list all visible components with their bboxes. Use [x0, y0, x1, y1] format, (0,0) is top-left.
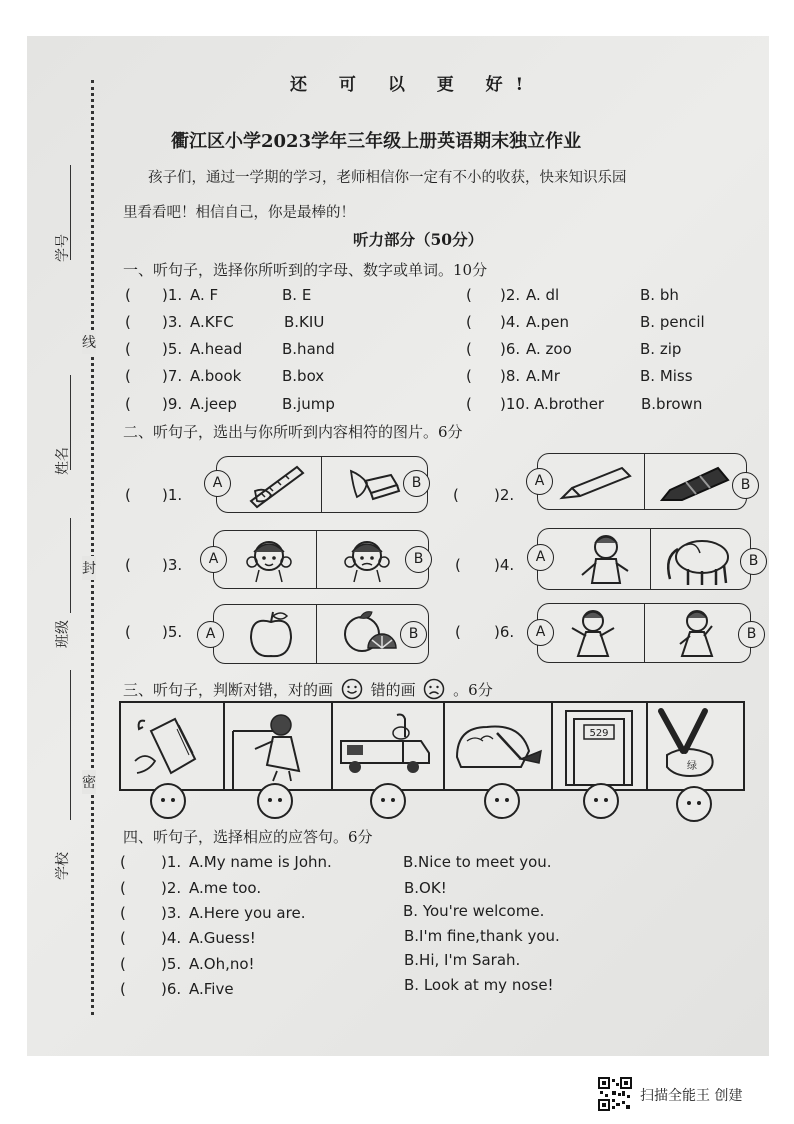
girl-icon	[568, 606, 618, 660]
blank-face-icon	[259, 785, 291, 817]
blank-face-icon	[678, 788, 710, 820]
section4-title: 四、听句子，选择相应的应答句。6分	[123, 828, 373, 846]
answer-paren[interactable]: (	[466, 340, 472, 358]
option-a-circle[interactable]: A	[527, 619, 554, 646]
answer-paren[interactable]: (	[120, 853, 126, 871]
section2-title: 二、听句子，选出与你所听到内容相符的图片。6分	[123, 423, 463, 441]
option-b: B.I'm fine,thank you.	[404, 927, 560, 945]
question-number: )2.	[494, 486, 515, 504]
door-icon	[556, 707, 642, 785]
intro-line-2: 里看看吧！相信自己，你是最棒的！	[123, 205, 355, 221]
option-b: B. Look at my nose!	[404, 976, 554, 994]
option-b-circle[interactable]: B	[405, 546, 432, 573]
option-b-circle[interactable]: B	[738, 621, 765, 648]
picture-pair-box	[537, 528, 751, 590]
picture-pair-box	[213, 604, 429, 664]
answer-paren[interactable]: (	[466, 395, 472, 413]
answer-paren[interactable]: (	[455, 623, 461, 641]
answer-paren[interactable]: (	[125, 286, 131, 304]
judge-picture-strip	[119, 701, 745, 791]
answer-paren[interactable]: (	[455, 556, 461, 574]
option-a: A.KFC	[190, 313, 234, 331]
option-a: A. F	[190, 286, 219, 304]
question-number: )9.	[162, 395, 183, 413]
apple-icon	[246, 608, 296, 660]
girl-face-icon	[244, 534, 294, 584]
section3-title-mid: 错的画	[370, 681, 416, 699]
answer-paren[interactable]: (	[125, 623, 131, 641]
student-no-label: 学号	[55, 234, 71, 262]
option-a-circle[interactable]: A	[200, 546, 227, 573]
option-a: A.brother	[534, 395, 605, 413]
answer-smile-circle[interactable]	[583, 783, 619, 819]
school-label: 学校	[55, 852, 71, 880]
option-a-circle[interactable]: A	[526, 468, 553, 495]
door-number: 529	[589, 728, 609, 739]
question-number: )5.	[162, 340, 183, 358]
blank-face-icon	[372, 785, 404, 817]
scanner-watermark: 扫描全能王 创建	[640, 1088, 743, 1104]
question-number: )4.	[161, 929, 182, 947]
option-b-circle[interactable]: B	[732, 472, 759, 499]
answer-paren[interactable]: (	[125, 395, 131, 413]
answer-paren[interactable]: (	[466, 313, 472, 331]
class-label: 班级	[55, 620, 71, 648]
answer-paren[interactable]: (	[120, 955, 126, 973]
binding-mark-xian: 线	[82, 330, 96, 354]
option-b-circle[interactable]: B	[400, 621, 427, 648]
question-number: )5.	[162, 623, 183, 641]
blank-face-icon	[152, 785, 184, 817]
option-a: A.pen	[526, 313, 570, 331]
answer-paren[interactable]: (	[120, 980, 126, 998]
answer-smile-circle[interactable]	[370, 783, 406, 819]
school-line	[70, 670, 71, 820]
question-number: )2.	[161, 879, 182, 897]
question-number: )1.	[162, 486, 183, 504]
question-number: )2.	[500, 286, 521, 304]
option-b: B.brown	[641, 395, 703, 413]
picture-pair-box	[216, 456, 428, 513]
option-b: B. bh	[640, 286, 679, 304]
option-b: B.jump	[282, 395, 335, 413]
girl-face-icon	[342, 534, 392, 584]
question-number: )10.	[500, 395, 530, 413]
option-a: A.book	[190, 367, 242, 385]
crayon-icon	[656, 460, 736, 504]
question-number: )3.	[162, 313, 183, 331]
option-b: B.Hi, I'm Sarah.	[404, 951, 521, 969]
answer-paren[interactable]: (	[125, 486, 131, 504]
picture-pair-box	[537, 453, 747, 510]
listening-header: 听力部分（50分）	[353, 230, 484, 249]
bread-icon	[451, 711, 545, 781]
answer-paren[interactable]: (	[125, 367, 131, 385]
blank-face-icon	[585, 785, 617, 817]
option-b-circle[interactable]: B	[403, 470, 430, 497]
answer-smile-circle[interactable]	[676, 786, 712, 822]
option-b: B.box	[282, 367, 325, 385]
paint-icon	[653, 707, 735, 785]
binding-mark-mi: 密	[82, 770, 96, 794]
option-a: A.Guess!	[189, 929, 256, 947]
binding-dotted-line	[91, 80, 94, 1015]
option-b: B.KIU	[284, 313, 325, 331]
ruler-icon	[247, 461, 307, 509]
sad-face-icon	[423, 678, 445, 700]
blank-face-icon	[486, 785, 518, 817]
option-b: B. zip	[640, 340, 682, 358]
qr-code-icon	[598, 1077, 632, 1111]
answer-paren[interactable]: (	[120, 879, 126, 897]
binding-mark-feng: 封	[82, 556, 96, 580]
orange-icon	[338, 608, 402, 660]
option-a-circle[interactable]: A	[197, 621, 224, 648]
question-number: )1.	[162, 286, 183, 304]
exam-title: 衢江区小学2023学年三年级上册英语期末独立作业	[171, 131, 582, 152]
question-number: )3.	[162, 556, 183, 574]
answer-paren[interactable]: (	[120, 929, 126, 947]
option-a-circle[interactable]: A	[527, 544, 554, 571]
banner-text: 还 可 以 更 好!	[290, 75, 537, 95]
girl-icon	[672, 606, 722, 660]
smile-face-icon	[341, 678, 363, 700]
section3-title-post: 。6分	[453, 681, 493, 699]
book-icon	[131, 711, 211, 781]
pen-icon	[556, 462, 636, 502]
option-a-circle[interactable]: A	[204, 470, 231, 497]
class-line	[70, 518, 71, 613]
question-number: )5.	[161, 955, 182, 973]
option-b: B. Miss	[640, 367, 693, 385]
question-number: )3.	[161, 904, 182, 922]
option-b: B. You're welcome.	[403, 902, 545, 920]
answer-paren[interactable]: (	[125, 313, 131, 331]
question-number: )7.	[162, 367, 183, 385]
question-number: )6.	[494, 623, 515, 641]
question-number: )4.	[494, 556, 515, 574]
answer-paren[interactable]: (	[466, 367, 472, 385]
answer-smile-circle[interactable]	[257, 783, 293, 819]
option-b: B.Nice to meet you.	[403, 853, 552, 871]
section1-title: 一、听句子，选择你所听到的字母、数字或单词。10分	[123, 261, 488, 279]
truck-icon	[337, 711, 437, 781]
picture-pair-box	[213, 530, 429, 589]
option-a: A.Mr	[526, 367, 560, 385]
boy-icon	[576, 531, 636, 587]
answer-smile-circle[interactable]	[484, 783, 520, 819]
option-b-circle[interactable]: B	[740, 548, 767, 575]
answer-paren[interactable]: (	[120, 904, 126, 922]
name-label: 姓名	[55, 447, 71, 475]
option-b: B.hand	[282, 340, 335, 358]
question-number: )4.	[500, 313, 521, 331]
option-b: B. E	[282, 286, 312, 304]
option-b: B. pencil	[640, 313, 705, 331]
option-b: B.OK!	[404, 879, 447, 897]
option-a: A.me too.	[189, 879, 262, 897]
eraser-icon	[345, 461, 405, 509]
option-a: A.Five	[189, 980, 234, 998]
option-a: A. zoo	[526, 340, 572, 358]
option-a: A.jeep	[190, 395, 237, 413]
answer-paren[interactable]: (	[125, 340, 131, 358]
option-a: A.Oh,no!	[189, 955, 255, 973]
question-number: )6.	[161, 980, 182, 998]
option-a: A.My name is John.	[189, 853, 332, 871]
answer-paren[interactable]: (	[466, 286, 472, 304]
option-a: A. dl	[526, 286, 560, 304]
paint-label: 绿	[687, 761, 697, 772]
section3-title	[123, 678, 493, 700]
intro-line-1: 孩子们，通过一学期的学习，老师相信你一定有不小的收获，快来知识乐园	[148, 170, 627, 186]
picture-pair-box	[537, 603, 751, 663]
option-a: A.head	[190, 340, 243, 358]
option-a: A.Here you are.	[189, 904, 306, 922]
question-number: )8.	[500, 367, 521, 385]
answer-smile-circle[interactable]	[150, 783, 186, 819]
elephant-icon	[658, 531, 738, 587]
section3-title-pre: 三、听句子，判断对错，对的画	[123, 681, 334, 699]
answer-paren[interactable]: (	[125, 556, 131, 574]
question-number: )1.	[161, 853, 182, 871]
girl-drawing-icon	[233, 709, 323, 783]
answer-paren[interactable]: (	[453, 486, 459, 504]
question-number: )6.	[500, 340, 521, 358]
